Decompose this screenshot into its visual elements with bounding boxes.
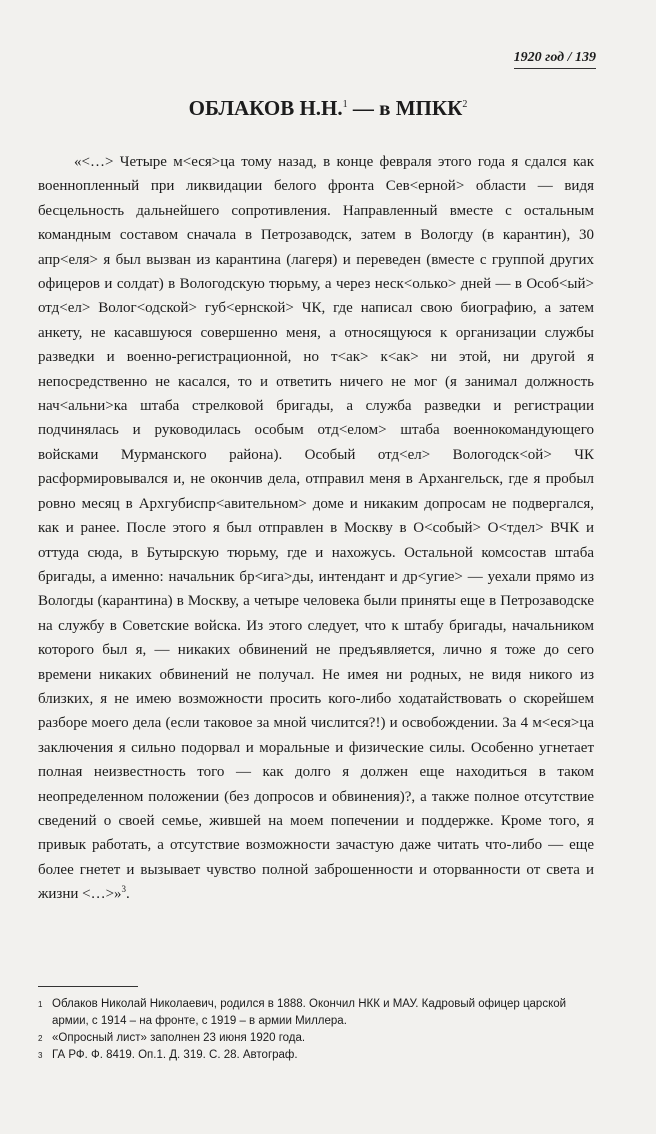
footnote-text: ГА РФ. Ф. 8419. Оп.1. Д. 319. С. 28. Автограф.	[52, 1049, 298, 1061]
letter-body	[38, 150, 594, 907]
document-title	[0, 96, 656, 121]
title-suffix-footnote-ref: 2	[462, 99, 468, 110]
title-name: ОБЛАКОВ Н.Н.	[188, 96, 343, 120]
letter-text: «<…> Четыре м<еся>ца тому назад, в конце февраля этого года я сдался как военнопленный при ликвидации белого фронта Сев<ерной> области — видя бесцельность дальнейшего сопротивления. Направленный вместе с остальным командным составом сначала в Петрозаводск, затем в Вологду (в карантин), 30 апр<еля> я был вызван из карантина (лагеря) и переведен (вместе с группой других офицеров и солдат) в Вологодскую тюрьму, а через неск<олько> дней — в Особ<ый> отд<ел> Волог<одской> губ<ернской> ЧК, где написал свою биографию, а затем анкету, не касавшуюся совершенно меня, а относящуюся к организации службы разведки и военно-регистрационной, но т<ак> к<ак> ни этой, ни другой я непосредственно не касался, то и ответить ничего не мог (я занимал должность нач<альни>ка штаба стрелковой бригады, а служба разведки и регистрации подчинялась и руководилась особым отд<елом> штаба военнокомандующего войсками Мурманского района). Особый отд<ел> Вологодск<ой> ЧК расформировывался и, не окончив дела, отправил меня в Архангельск, где я пробыл ровно месяц в Архгубиспр<авительном> доме и никаким допросам не подвергался, как и ранее. После этого я был отправлен в Москву в О<собый> О<тдел> ВЧК и оттуда сюда, в Бутырскую тюрьму, где и нахожусь. Остальной комсостав штаба бригады, а именно: начальник бр<ига>ды, интендант и др<угие> — уехали прямо из Вологды (карантина) в Москву, а четыре человека были приняты еще в Петрозаводске на службу в Советские войска. Из этого следует, что к штабу бригады, начальником которого был я, — никаких обвинений не предъявляется, лично я тоже до сего времени никаких обвинений не получал. Не имея ни родных, не видя никого из близких, я не имею возможности просить кого-либо ходатайствовать о скорейшем разборе моего дела (если таковое за мной числится?!) и освобождении. За 4 м<еся>ца заключения я сильно подорвал и моральные и физические силы. Особенно угнетает полная неизвестность того — как долго я должен еще находиться в таком неопределенном положении (без допросов и обвинения)?, а также полное отсутствие сведений о своей семье, жившей на моем попечении и поддержке. Кроме того, я привык работать, а отсутствие возможности зачастую даже читать что-либо — еще более гнетет и вызывает чувство полной заброшенности и оторванности от света и жизни <…>»	[38, 154, 594, 903]
footnote	[38, 1047, 594, 1064]
footnote-text: «Опросный лист» заполнен 23 июня 1920 года.	[52, 1032, 306, 1044]
letter-paragraph: «<…> Четыре м<еся>ца тому назад, в конце февраля этого года я сдался как военнопленный при ликвидации белого фронта Сев<ерной> области — видя бесцельность дальнейшего сопротивления. Направленный вместе с остальным командным составом сначала в Петрозаводск, затем в Вологду (в карантин), 30 апр<еля> я был вызван из карантина (лагеря) и переведен (вместе с группой других офицеров и солдат) в Вологодскую тюрьму, а через неск<олько> дней — в Особ<ый> отд<ел> Волог<одской> губ<ернской> ЧК, где написал свою биографию, а затем анкету, не касавшуюся совершенно меня, а относящуюся к организации службы разведки и военно-регистрационной, но т<ак> к<ак> ни этой, ни другой я непосредственно не касался, то и ответить ничего не мог (я занимал должность нач<альни>ка штаба стрелковой бригады, а служба разведки и регистрации подчинялась и руководилась особым отд<елом> штаба военнокомандующего войсками Мурманского района). Особый отд<ел> Вологодск<ой> ЧК расформировывался и, не окончив дела, отправил меня в Архангельск, где я пробыл ровно месяц в Архгубиспр<авительном> доме и никаким допросам не подвергался, как и ранее. После этого я был отправлен в Москву в О<собый> О<тдел> ВЧК и оттуда сюда, в Бутырскую тюрьму, где и нахожусь. Остальной комсостав штаба бригады, а именно: начальник бр<ига>ды, интендант и др<угие> — уехали прямо из Вологды (карантина) в Москву, а четыре человека были приняты еще в Петрозаводске на службу в Советские войска. Из этого следует, что к штабу бригады, начальником которого был я, — никаких обвинений не предъявляется, лично я тоже до сего времени никаких обвинений не получал. Не имея ни родных, не видя никого из близких, я не имею возможности просить кого-либо ходатайствовать о скорейшем разборе моего дела (если таковое за мной числится?!) и освобождении. За 4 м<еся>ца заключения я сильно подорвал и моральные и физические силы. Особенно угнетает полная неизвестность того — как долго я должен еще находиться в таком неопределенном положении (без допросов и обвинения)?, а также полное отсутствие сведений о своей семье, жившей на моем попечении и поддержке. Кроме того, я привык работать, а отсутствие возможности зачастую даже читать что-либо — еще более гнетет и вызывает чувство полной заброшенности и оторванности от света и жизни <…>»$^3$.	[38, 154, 594, 903]
footnotes	[38, 996, 594, 1064]
footnote-number: 1	[38, 1000, 43, 1009]
footnote-number: 3	[38, 1051, 43, 1060]
footnote-divider	[38, 986, 138, 987]
footnote-number: 2	[38, 1034, 43, 1043]
footnote	[38, 996, 594, 1030]
footnote	[38, 1030, 594, 1047]
running-head: 1920 год / 139	[514, 50, 596, 69]
title-suffix: — в МПКК	[347, 96, 463, 120]
footnote-text: Облаков Николай Николаевич, родился в 1888. Окончил НКК и МАУ. Кадровый офицер царской армии, с 1914 – на фронте, с 1919 – в армии Миллера.	[52, 998, 567, 1027]
body-footnote-ref: 3	[121, 884, 127, 895]
title-footnote-ref: 1	[342, 99, 348, 110]
